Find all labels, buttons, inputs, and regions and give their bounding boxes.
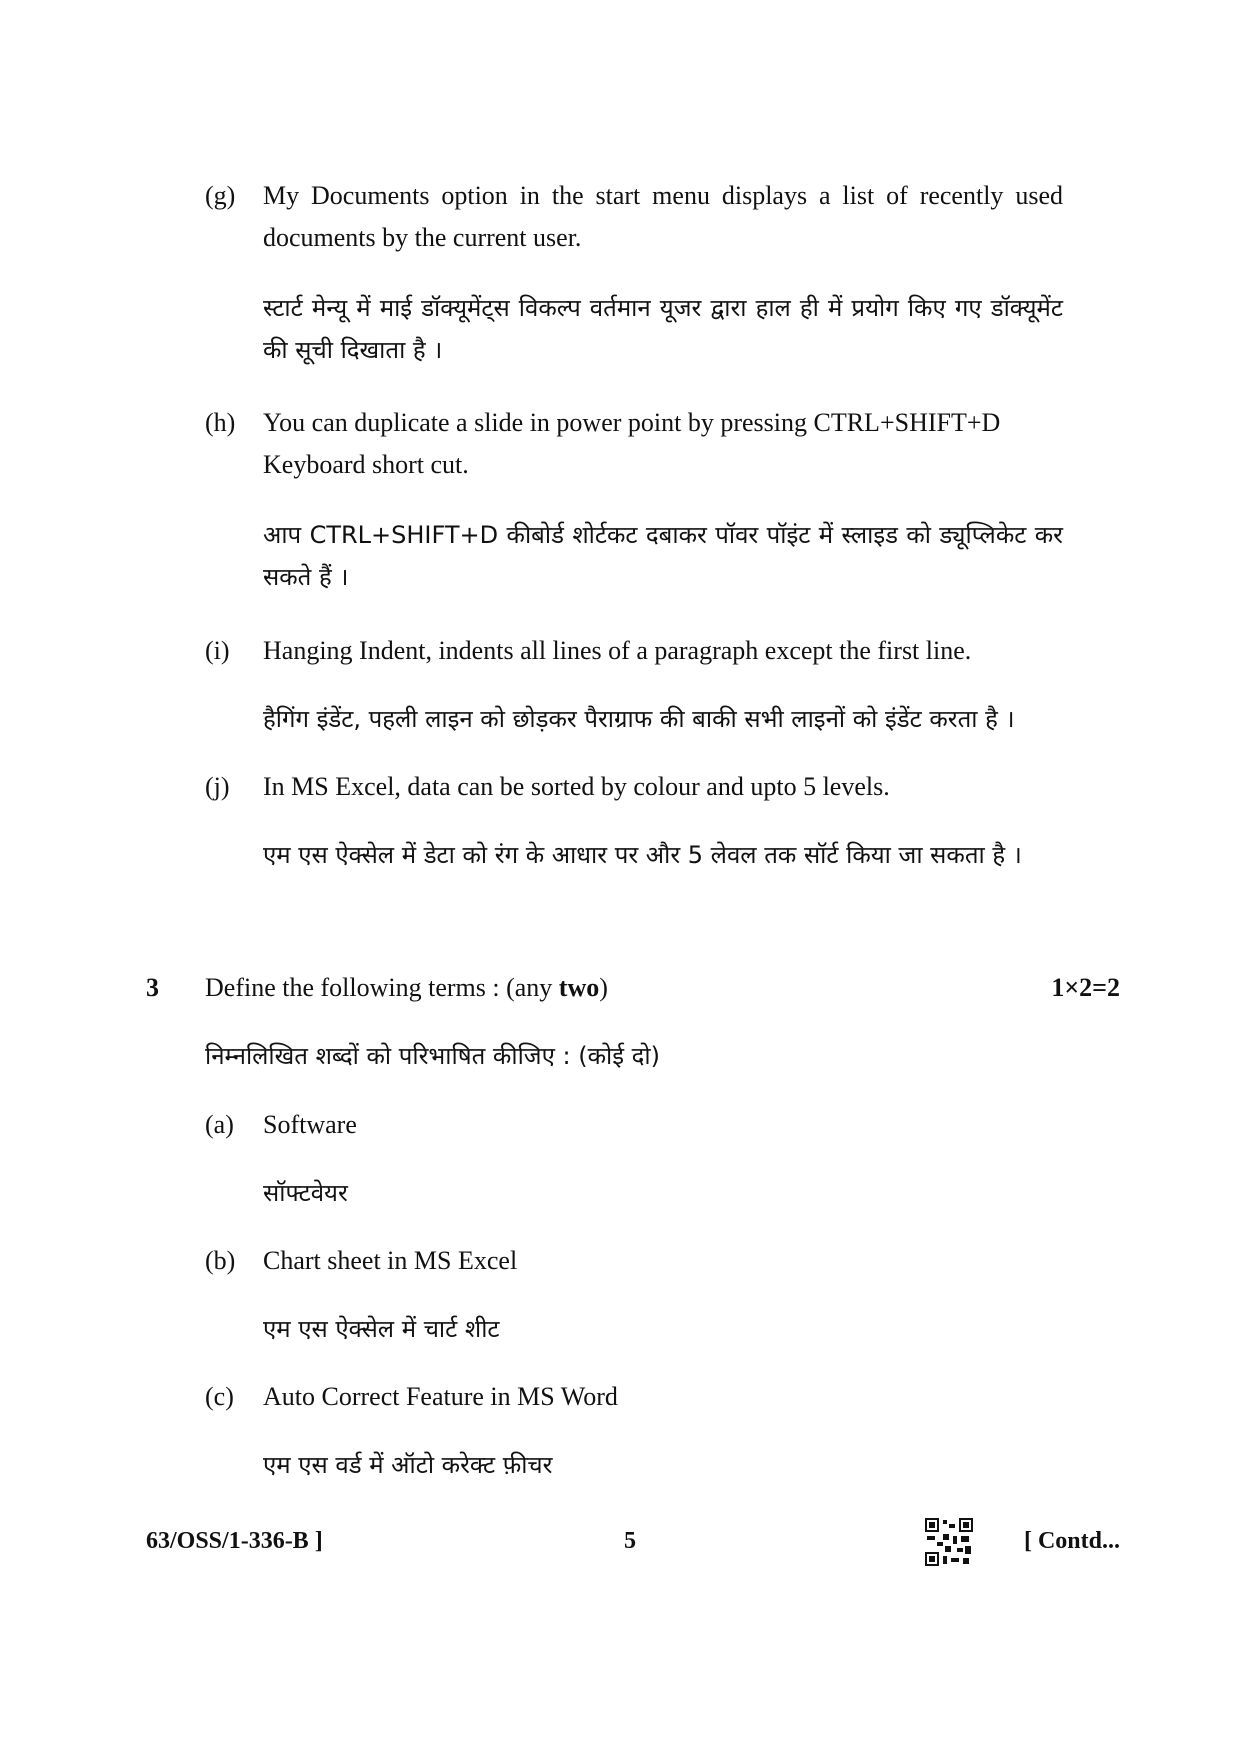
item-text-hi: एम एस ऐक्सेल में चार्ट शीट: [263, 1315, 500, 1343]
item-label: (h): [205, 408, 236, 437]
item-label: (c): [205, 1382, 234, 1411]
page-number: 5: [624, 1528, 636, 1554]
item-text-hi: आप CTRL+SHIFT+D कीबोर्ड शोर्टकट दबाकर पॉवर पॉइंट में स्लाइड को ड्यूप्लिकेट कर सकते हैं ।: [263, 521, 1063, 591]
question-title: [205, 967, 608, 1009]
question-title-bold: two: [558, 973, 600, 1002]
item-label: (a): [205, 1110, 234, 1139]
item-label: (i): [205, 636, 230, 665]
continued-label: [ Contd...: [1023, 1528, 1120, 1554]
item-text-hi: एम एस वर्ड में ऑटो करेक्ट फ़ीचर: [263, 1451, 553, 1479]
item-text-hi: सॉफ्टवेयर: [263, 1179, 348, 1207]
question-title-post: ): [599, 973, 608, 1002]
item-text-hi: एम एस ऐक्सेल में डेटा को रंग के आधार पर और 5 लेवल तक सॉर्ट किया जा सकता है ।: [263, 841, 1022, 869]
item-text-en: Software: [263, 1110, 357, 1139]
item-text-en: You can duplicate a slide in power point by pressing CTRL+SHIFT+D Keyboard short cut.: [263, 408, 1001, 479]
item-text-en: Auto Correct Feature in MS Word: [263, 1382, 618, 1411]
item-text-en: Chart sheet in MS Excel: [263, 1246, 518, 1275]
item-text-en: Hanging Indent, indents all lines of a paragraph except the first line.: [263, 636, 972, 665]
question-title-pre: Define the following terms : (any: [205, 973, 559, 1002]
item-label: (g): [205, 181, 236, 210]
item-label: (b): [205, 1246, 236, 1275]
item-text-en: In MS Excel, data can be sorted by colour and upto 5 levels.: [263, 772, 890, 801]
item-text-en: My Documents option in the start menu displays a list of recently used documents by the current user.: [263, 181, 1063, 252]
question-marks: 1×2=2: [1051, 973, 1120, 1002]
item-label: (j): [205, 772, 230, 801]
item-text-hi: स्टार्ट मेन्यू में माई डॉक्यूमेंट्स विकल्प वर्तमान यूजर द्वारा हाल ही में प्रयोग किए गए डॉक्यूमेंट की सूची दिखाता है ।: [263, 294, 1063, 364]
item-text-hi: हैगिंग इंडेंट, पहली लाइन को छोड़कर पैराग्राफ की बाकी सभी लाइनों को इंडेंट करता है ।: [263, 705, 1015, 733]
question-number: 3: [146, 973, 159, 1002]
qr-code-icon: [925, 1518, 973, 1571]
question-title-hi: निम्नलिखित शब्दों को परिभाषित कीजिए : (कोई दो): [205, 1042, 660, 1070]
paper-code: 63/OSS/1-336-B ]: [146, 1528, 323, 1554]
